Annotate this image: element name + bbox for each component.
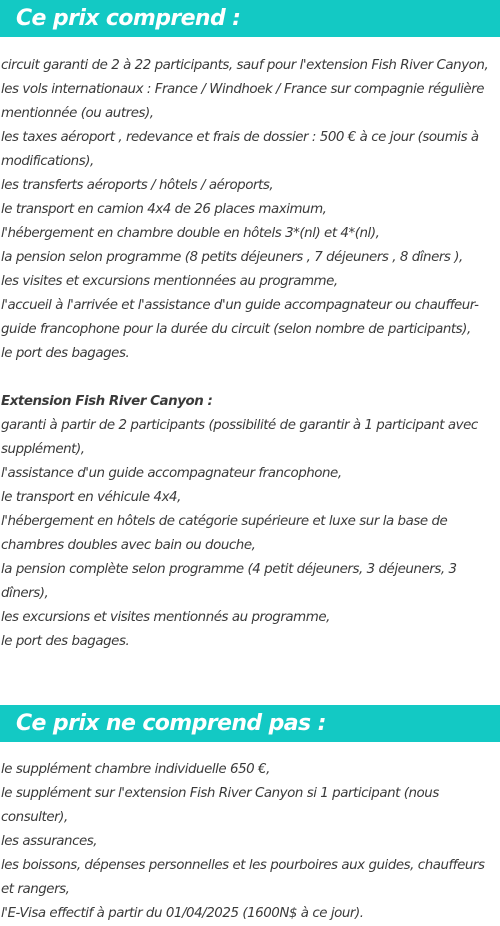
list-item: le port des bagages. (1, 346, 130, 361)
includes-list (0, 54, 500, 366)
list-item: l'hébergement en hôtels de catégorie supérieure et luxe sur la base de chambres doubles avec bain ou douche, (1, 514, 448, 553)
list-item: garanti à partir de 2 participants (possibilité de garantir à 1 participant avec supplément), (1, 418, 478, 457)
extension-list (0, 390, 500, 654)
list-item: le supplément chambre individuelle 650 €, (1, 762, 270, 777)
list-item: le transport en véhicule 4x4, (1, 490, 181, 505)
includes-title: Ce prix comprend : (0, 0, 500, 37)
list-item: circuit garanti de 2 à 22 participants, sauf pour l'extension Fish River Canyon, (1, 58, 489, 73)
list-item: les excursions et visites mentionnés au programme, (1, 610, 330, 625)
list-item: la pension selon programme (8 petits déjeuners , 7 déjeuners , 8 dîners ), (1, 250, 463, 265)
list-item: les taxes aéroport , redevance et frais de dossier : 500 € à ce jour (soumis à modifications), (1, 130, 479, 169)
list-item: les vols internationaux : France / Windhoek / France sur compagnie régulière mentionnée (ou autres), (1, 82, 485, 121)
list-item: les boissons, dépenses personnelles et les pourboires aux guides, chauffeurs et rangers, (1, 858, 485, 897)
list-item: l'assistance d'un guide accompagnateur francophone, (1, 466, 342, 481)
list-item: le port des bagages. (1, 634, 130, 649)
list-item: l'accueil à l'arrivée et l'assistance d'un guide accompagnateur ou chauffeur-guide francophone pour la durée du circuit (selon nombre de participants), (1, 298, 479, 337)
list-item: les assurances, (1, 834, 98, 849)
list-item: la pension complète selon programme (4 petit déjeuners, 3 déjeuners, 3 dîners), (1, 562, 457, 601)
list-item: les transferts aéroports / hôtels / aéroports, (1, 178, 274, 193)
list-item: les visites et excursions mentionnées au programme, (1, 274, 338, 289)
list-item: l'hébergement en chambre double en hôtels 3*(nl) et 4*(nl), (1, 226, 380, 241)
list-item: le supplément sur l'extension Fish River Canyon si 1 participant (nous consulter), (1, 786, 439, 825)
excludes-section (0, 705, 500, 926)
excludes-title: Ce prix ne comprend pas : (0, 705, 500, 742)
excludes-list (0, 758, 500, 926)
extension-title: Extension Fish River Canyon : (1, 394, 213, 409)
list-item: l'E-Visa effectif à partir du 01/04/2025 (1600N$ à ce jour). (1, 906, 364, 921)
list-item: le transport en camion 4x4 de 26 places maximum, (1, 202, 327, 217)
